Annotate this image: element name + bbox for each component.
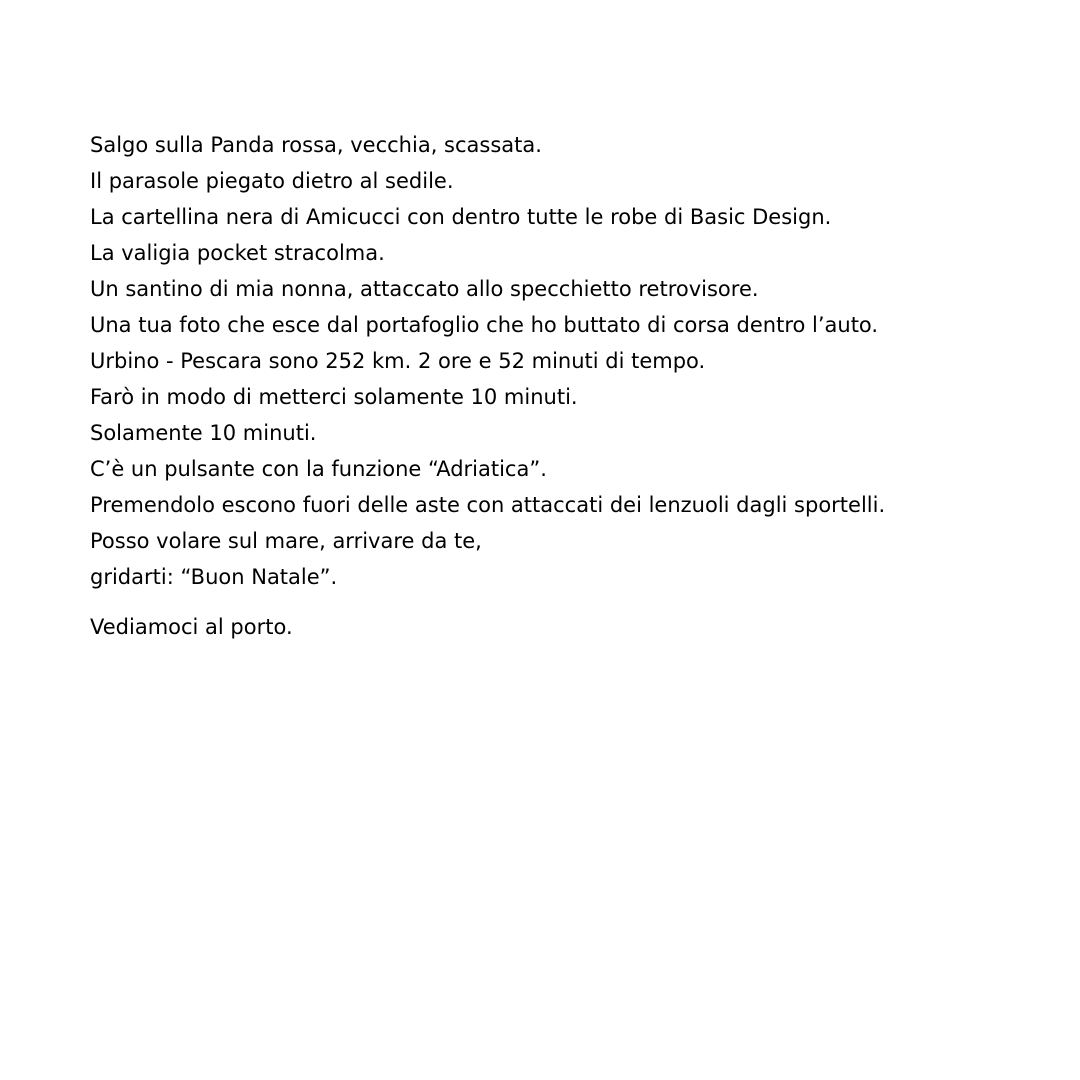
stanza-2 <box>90 609 1050 645</box>
text-line: La valigia pocket stracolma. <box>90 241 385 265</box>
text-line: Farò in modo di metterci solamente 10 minuti. <box>90 385 578 409</box>
text-line: La cartellina nera di Amicucci con dentro tutte le robe di Basic Design. <box>90 205 832 229</box>
stanza-1 <box>90 127 1050 595</box>
text-line: Solamente 10 minuti. <box>90 421 317 445</box>
closing-line: Vediamoci al porto. <box>90 615 293 639</box>
text-line: C’è un pulsante con la funzione “Adriatica”. <box>90 457 547 481</box>
text-line: Posso volare sul mare, arrivare da te, <box>90 529 482 553</box>
text-line: Una tua foto che esce dal portafoglio che ho buttato di corsa dentro l’auto. <box>90 313 879 337</box>
poem-text <box>90 127 1050 645</box>
text-line: Premendolo escono fuori delle aste con attaccati dei lenzuoli dagli sportelli. <box>90 493 886 517</box>
text-line: Salgo sulla Panda rossa, vecchia, scassata. <box>90 133 542 157</box>
text-line: Un santino di mia nonna, attaccato allo specchietto retrovisore. <box>90 277 759 301</box>
text-line: Urbino - Pescara sono 252 km. 2 ore e 52 minuti di tempo. <box>90 349 706 373</box>
text-line: gridarti: “Buon Natale”. <box>90 565 338 589</box>
text-line: Il parasole piegato dietro al sedile. <box>90 169 454 193</box>
